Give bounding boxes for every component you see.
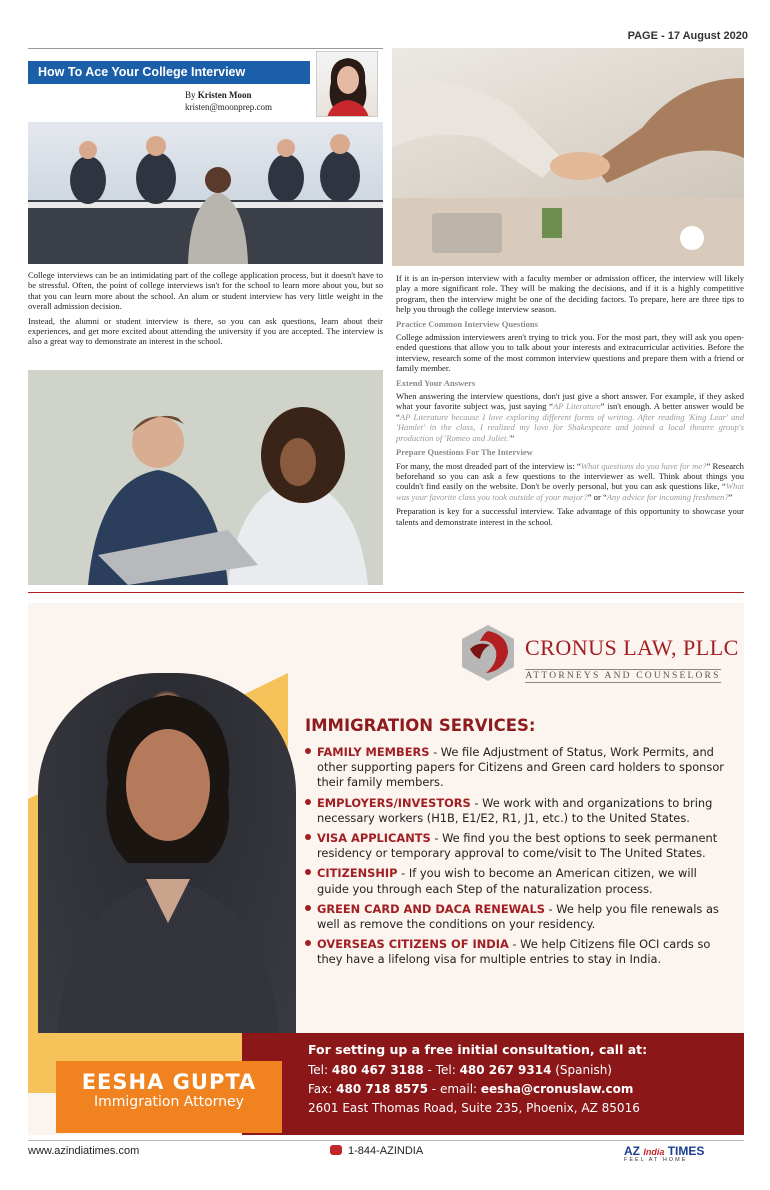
masthead-tagline: FEEL AT HOME — [624, 1157, 688, 1163]
article-text-left — [28, 270, 383, 351]
fax-number: 480 718 8575 — [336, 1082, 428, 1096]
service-name: OVERSEAS CITIZENS OF INDIA — [317, 937, 509, 952]
paragraph: College admission interviewers aren't trying to trick you. For the most part, they will ask you open-ended questions that allow you to talk about your interests and extracurricular activities. Before the interview, research some of the most common interview questions and prepare them with a friend or family member. — [396, 332, 744, 374]
mast-b: India — [643, 1147, 665, 1157]
service-name: VISA APPLICANTS — [317, 831, 431, 846]
service-item — [305, 745, 727, 791]
cta-title: For setting up a free initial consultation, call at: — [308, 1042, 648, 1057]
bullet-icon — [305, 799, 311, 805]
interview-panel-photo — [28, 122, 383, 264]
tip-heading: Extend Your Answers — [396, 377, 476, 388]
service-item — [305, 831, 727, 861]
services-list — [305, 745, 727, 973]
quote-run: Any advice for incoming freshmen? — [606, 491, 729, 502]
mast-a: AZ — [624, 1144, 640, 1158]
quote-run: AP Literature because I love exploring different forms of writing. After reading 'King Lear' and 'Hamlet' in the class, I realized my love for Shakespeare and joined a local theatre group's production of 'Romeo and Juliet.' — [396, 411, 744, 443]
handshake-photo — [392, 48, 744, 266]
paragraph: Instead, the alumni or student interview is there, so you can ask questions, learn about their experiences, and get more excited about attending the university if you are accepted. The interview is also a great way to demonstrate an interest in the school. — [28, 315, 383, 347]
paragraph — [396, 461, 744, 503]
email-label: - email: — [427, 1082, 481, 1096]
page-date-label: PAGE - 17 August 2020 — [627, 30, 748, 42]
address-line: 2601 East Thomas Road, Suite 235, Phoenix, AZ 85016 — [308, 1101, 640, 1115]
service-name: GREEN CARD AND DACA RENEWALS — [317, 901, 545, 916]
tel-label: - Tel: — [423, 1063, 460, 1077]
footer-phone-number: 1-844-AZINDIA — [348, 1145, 424, 1157]
bullet-icon — [305, 834, 311, 840]
fax-email-line — [308, 1080, 744, 1099]
mast-c: TIMES — [667, 1144, 705, 1158]
service-description: - We file Adjustment of Status, Work Permits, and other supporting papers for Citizens and Green card holders to sponsor their family members. — [317, 745, 724, 790]
service-name: FAMILY MEMBERS — [317, 745, 430, 759]
text-run: When answering the interview questions, don't just give a short answer. For example, if they asked what your favorite subject was, just saying “ — [396, 391, 744, 412]
author-name: Kristen Moon — [197, 90, 252, 100]
bullet-icon — [305, 748, 311, 754]
students-photo — [28, 370, 383, 585]
author-email[interactable]: kristen@moonprep.com — [185, 102, 273, 112]
footer-divider — [28, 1140, 744, 1141]
service-description: - We help Citizens file OCI cards so they have a lifelong visa for multiple entries to stay in India. — [317, 937, 711, 967]
tip-heading: Practice Common Interview Questions — [396, 318, 539, 329]
service-item — [305, 796, 727, 826]
text-run: ” — [510, 432, 515, 443]
phone-note: (Spanish) — [551, 1063, 612, 1077]
bullet-icon — [305, 869, 311, 875]
service-name: EMPLOYERS/INVESTORS — [317, 795, 471, 810]
quote-run: What was your favorite class you took outside of your major? — [396, 481, 744, 502]
service-item — [305, 866, 727, 896]
bullet-icon — [305, 905, 311, 911]
consultation-box — [242, 1033, 744, 1135]
footer-phone[interactable] — [330, 1145, 423, 1157]
service-description: - We help you file renewals as well as remove the conditions on your residency. — [317, 901, 719, 932]
attorney-photo — [38, 673, 296, 1033]
email-link[interactable]: eesha@cronuslaw.com — [480, 1082, 634, 1096]
services-title: IMMIGRATION SERVICES: — [305, 716, 536, 735]
paragraph — [396, 391, 744, 443]
paragraph: College interviews can be an intimidating part of the college application process, but it doesn't have to be stressful. Often, the point of college interviews isn't for the school to learn more about you, but so that you can learn more about the school. An alum or student interview has very little weight in the overall admission decision. — [28, 270, 383, 312]
cronus-law-ad — [28, 603, 744, 1135]
article-banner — [28, 48, 383, 118]
paragraph: If it is an in-person interview with a faculty member or admission officer, the interview will likely play a more significant role. They will be making the decisions, and if it is a highly competitive program, then the interview might be one of the deciding factors. To prepare, here are three tips to help you through the college interview season. — [396, 273, 744, 315]
service-item — [305, 937, 727, 967]
section-divider — [28, 592, 744, 593]
cronus-logo-icon — [458, 623, 518, 683]
service-description: - We work with and organizations to bring necessary workers (H1B, E1/E2, R1, J1, etc.) to the United States. — [317, 795, 713, 825]
bullet-icon — [305, 940, 311, 946]
service-description: - If you wish to become an American citizen, we will guide you through each Step of the naturalization process. — [317, 866, 697, 896]
text-run: For many, the most dreaded part of the interview is: “ — [396, 460, 581, 471]
tip-heading: Prepare Questions For The Interview — [396, 447, 533, 458]
phone-number[interactable]: 480 467 3188 — [331, 1063, 424, 1077]
service-description: - We find you the best options to seek permanent residency or temporary approval to come/visit to The United States. — [317, 831, 718, 861]
attorney-name-box — [56, 1061, 282, 1133]
byline — [185, 89, 272, 113]
masthead-logo — [624, 1144, 744, 1158]
service-item — [305, 902, 727, 932]
footer-website[interactable]: www.azindiatimes.com — [28, 1145, 140, 1157]
byline-prefix: By — [185, 90, 196, 100]
text-run: ” Research beforehand so you can ask a few questions to the interviewer as well. Think about things you couldn't find easily on the website. Don't be overly personal, but you can ask questions like, “ — [396, 460, 744, 492]
tel-label: Tel: — [308, 1063, 332, 1077]
quote-run: What questions do you have for me? — [580, 460, 707, 471]
attorney-role: Immigration Attorney — [94, 1094, 244, 1110]
text-run: ” — [728, 491, 733, 502]
phone-icon — [330, 1145, 342, 1155]
text-run: ” or “ — [587, 491, 607, 502]
text-run: ” isn't enough. A better answer would be “ — [396, 401, 744, 422]
service-name: CITIZENSHIP — [317, 866, 398, 881]
law-firm-name: CRONUS LAW, PLLC — [525, 635, 739, 660]
quote-run: AP Literature — [553, 401, 601, 412]
attorney-name: EESHA GUPTA — [81, 1070, 257, 1094]
phone-number-spanish[interactable]: 480 267 9314 — [459, 1063, 552, 1077]
article-text-right — [396, 273, 744, 531]
author-photo — [316, 51, 378, 117]
law-firm-tagline: ATTORNEYS AND COUNSELORS — [525, 671, 721, 681]
fax-label: Fax: — [308, 1082, 337, 1096]
footer-masthead — [624, 1144, 744, 1163]
paragraph: Preparation is key for a successful interview. Take advantage of this opportunity to showcase your talents and demonstrate interest in the school. — [396, 506, 744, 527]
phone-line — [308, 1061, 744, 1080]
article-title: How To Ace Your College Interview — [28, 61, 310, 84]
